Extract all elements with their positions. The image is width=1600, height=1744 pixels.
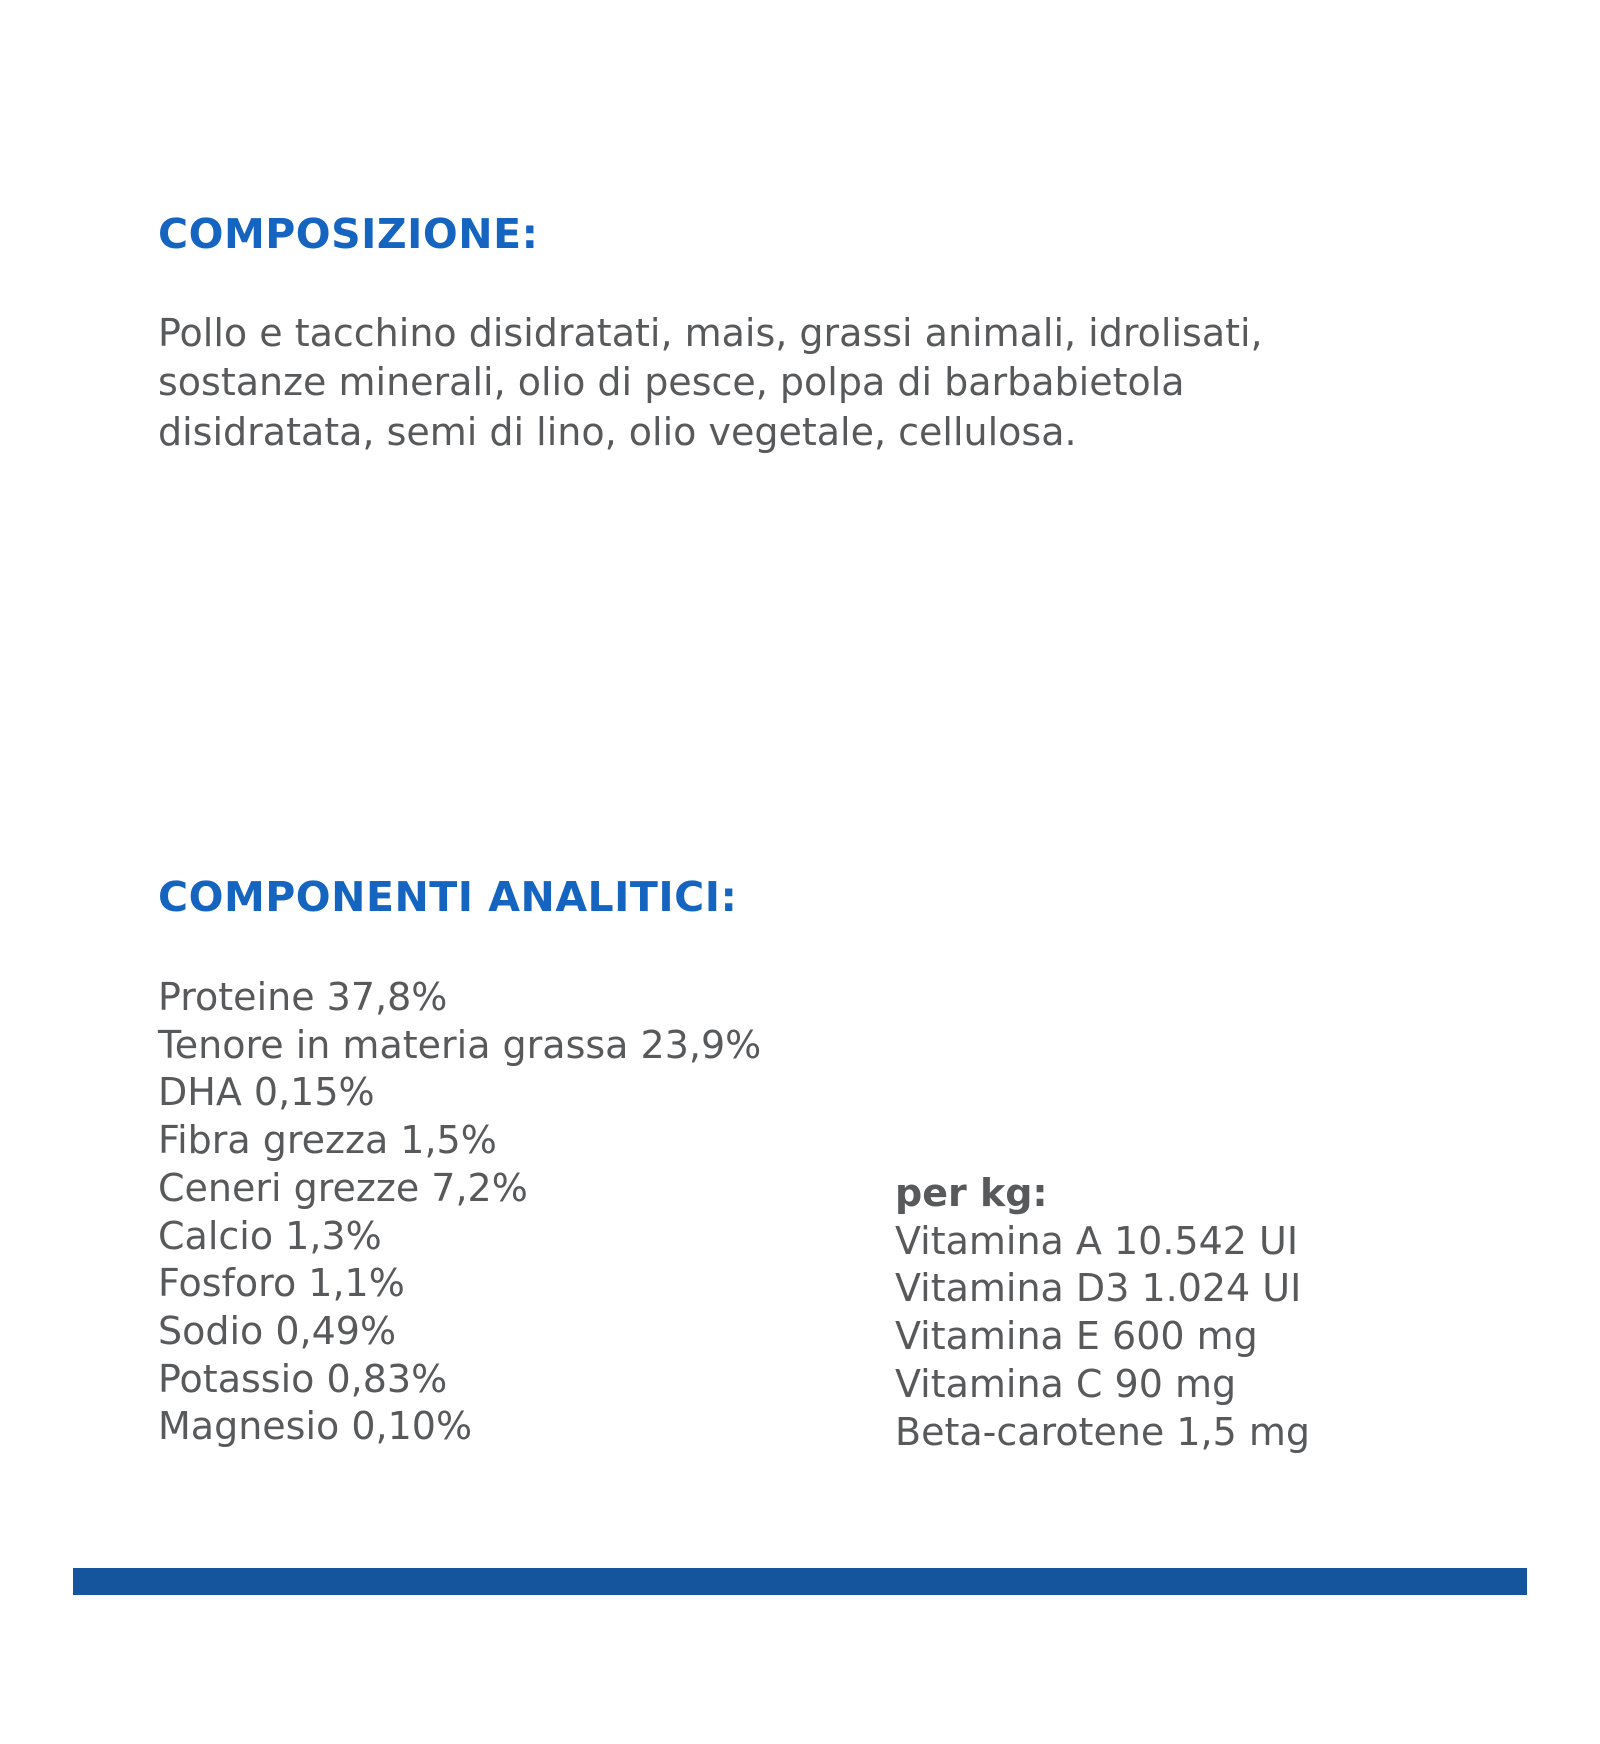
composition-section [158, 212, 1378, 457]
analytical-components-heading: COMPONENTI ANALITICI: [158, 873, 738, 921]
list-item: Calcio 1,3% [158, 1213, 382, 1258]
bottom-divider [73, 1568, 1527, 1595]
list-item: Fibra grezza 1,5% [158, 1118, 497, 1163]
list-item: Vitamina A 10.542 UI [895, 1218, 1299, 1263]
list-item: Ceneri grezze 7,2% [158, 1165, 528, 1210]
list-item: Sodio 0,49% [158, 1308, 397, 1353]
list-item: Fosforo 1,1% [158, 1261, 405, 1306]
list-item: Beta-carotene 1,5 mg [895, 1409, 1311, 1454]
list-item: Potassio 0,83% [158, 1356, 448, 1401]
list-item: Vitamina E 600 mg [895, 1314, 1258, 1359]
list-item: Tenore in materia grassa 23,9% [158, 1022, 762, 1067]
list-item: Magnesio 0,10% [158, 1404, 473, 1449]
analytical-components-left-list [158, 974, 858, 1451]
analytical-components-right-list [895, 1218, 1455, 1456]
composition-heading: COMPOSIZIONE: [158, 210, 539, 258]
list-item: Proteine 37,8% [158, 975, 448, 1020]
list-item: Vitamina D3 1.024 UI [895, 1266, 1302, 1311]
list-item: Vitamina C 90 mg [895, 1361, 1237, 1406]
list-item: DHA 0,15% [158, 1070, 375, 1115]
analytical-components-section [158, 873, 1478, 1454]
per-kg-label: per kg: [895, 1171, 1048, 1216]
composition-text: Pollo e tacchino disidratati, mais, grassi animali, idrolisati, sostanze minerali, olio di pesce, polpa di barbabietola disidratata, semi di lino, olio vegetale, cellulosa. [158, 311, 1263, 454]
analytical-components-right-column [895, 1170, 1455, 1456]
